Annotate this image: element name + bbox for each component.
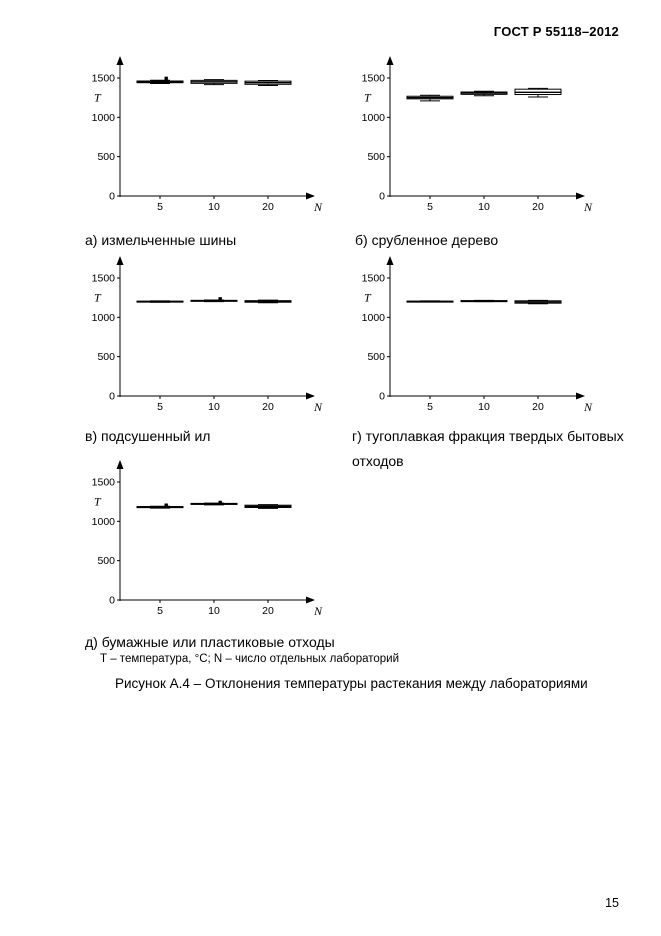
svg-text:1500: 1500: [361, 272, 385, 285]
svg-text:20: 20: [532, 401, 544, 413]
svg-text:20: 20: [262, 605, 274, 617]
svg-text:1500: 1500: [91, 476, 115, 489]
chart-canvas: [80, 248, 342, 420]
svg-text:20: 20: [262, 401, 274, 413]
svg-text:N: N: [583, 200, 593, 214]
svg-text:0: 0: [379, 190, 385, 203]
svg-text:1500: 1500: [91, 72, 115, 85]
chart-canvas: [80, 48, 342, 220]
svg-text:N: N: [313, 604, 323, 618]
page-number: 15: [605, 896, 619, 910]
chart-canvas: [350, 48, 612, 220]
boxplot-chart-refractory-waste: [350, 248, 612, 420]
svg-text:0: 0: [379, 390, 385, 403]
svg-text:1000: 1000: [91, 515, 115, 528]
svg-text:10: 10: [478, 401, 490, 413]
svg-text:T: T: [94, 290, 101, 305]
chart-caption-v: в) подсушенный ил: [85, 428, 211, 444]
svg-text:N: N: [583, 400, 593, 414]
svg-text:5: 5: [427, 401, 433, 413]
svg-text:5: 5: [157, 401, 163, 413]
svg-text:500: 500: [367, 351, 385, 364]
chart-caption-g: г) тугоплавкая фракция твердых бытовых отходов: [352, 428, 624, 470]
svg-text:T: T: [364, 90, 371, 105]
svg-text:10: 10: [208, 605, 220, 617]
svg-text:500: 500: [97, 151, 115, 164]
chart-caption-b: б) срубленное дерево: [355, 232, 499, 248]
svg-text:0: 0: [109, 594, 115, 607]
svg-text:T: T: [364, 290, 371, 305]
svg-text:10: 10: [478, 201, 490, 213]
boxplot-chart-shredded-tires: [80, 48, 342, 220]
chart-canvas: [80, 452, 342, 624]
svg-text:5: 5: [427, 201, 433, 213]
chart-caption-d: д) бумажные или пластиковые отходы: [85, 634, 335, 650]
svg-text:1500: 1500: [361, 72, 385, 85]
axes-legend-note: Т – температура, °С; N – число отдельных лабораторий: [100, 653, 400, 665]
svg-text:1000: 1000: [91, 311, 115, 324]
svg-text:5: 5: [157, 201, 163, 213]
chart-canvas: [350, 248, 612, 420]
svg-text:N: N: [313, 200, 323, 214]
boxplot-chart-felled-wood: [350, 48, 612, 220]
svg-text:5: 5: [157, 605, 163, 617]
svg-text:1000: 1000: [91, 111, 115, 124]
document-header: ГОСТ Р 55118–2012: [493, 24, 619, 39]
svg-text:10: 10: [208, 201, 220, 213]
svg-text:0: 0: [109, 190, 115, 203]
svg-text:N: N: [313, 400, 323, 414]
svg-text:20: 20: [532, 201, 544, 213]
boxplot-chart-dried-sludge: [80, 248, 342, 420]
svg-text:T: T: [94, 494, 101, 509]
svg-text:1000: 1000: [361, 111, 385, 124]
svg-text:500: 500: [97, 555, 115, 568]
chart-caption-a: а) измельченные шины: [85, 232, 237, 248]
svg-text:0: 0: [109, 390, 115, 403]
svg-text:T: T: [94, 90, 101, 105]
svg-text:500: 500: [97, 351, 115, 364]
boxplot-chart-paper-plastic-waste: [80, 452, 342, 624]
svg-text:20: 20: [262, 201, 274, 213]
svg-text:10: 10: [208, 401, 220, 413]
figure-caption: Рисунок А.4 – Отклонения температуры растекания между лабораториями: [115, 676, 588, 691]
svg-text:1000: 1000: [361, 311, 385, 324]
svg-text:1500: 1500: [91, 272, 115, 285]
svg-text:500: 500: [367, 151, 385, 164]
